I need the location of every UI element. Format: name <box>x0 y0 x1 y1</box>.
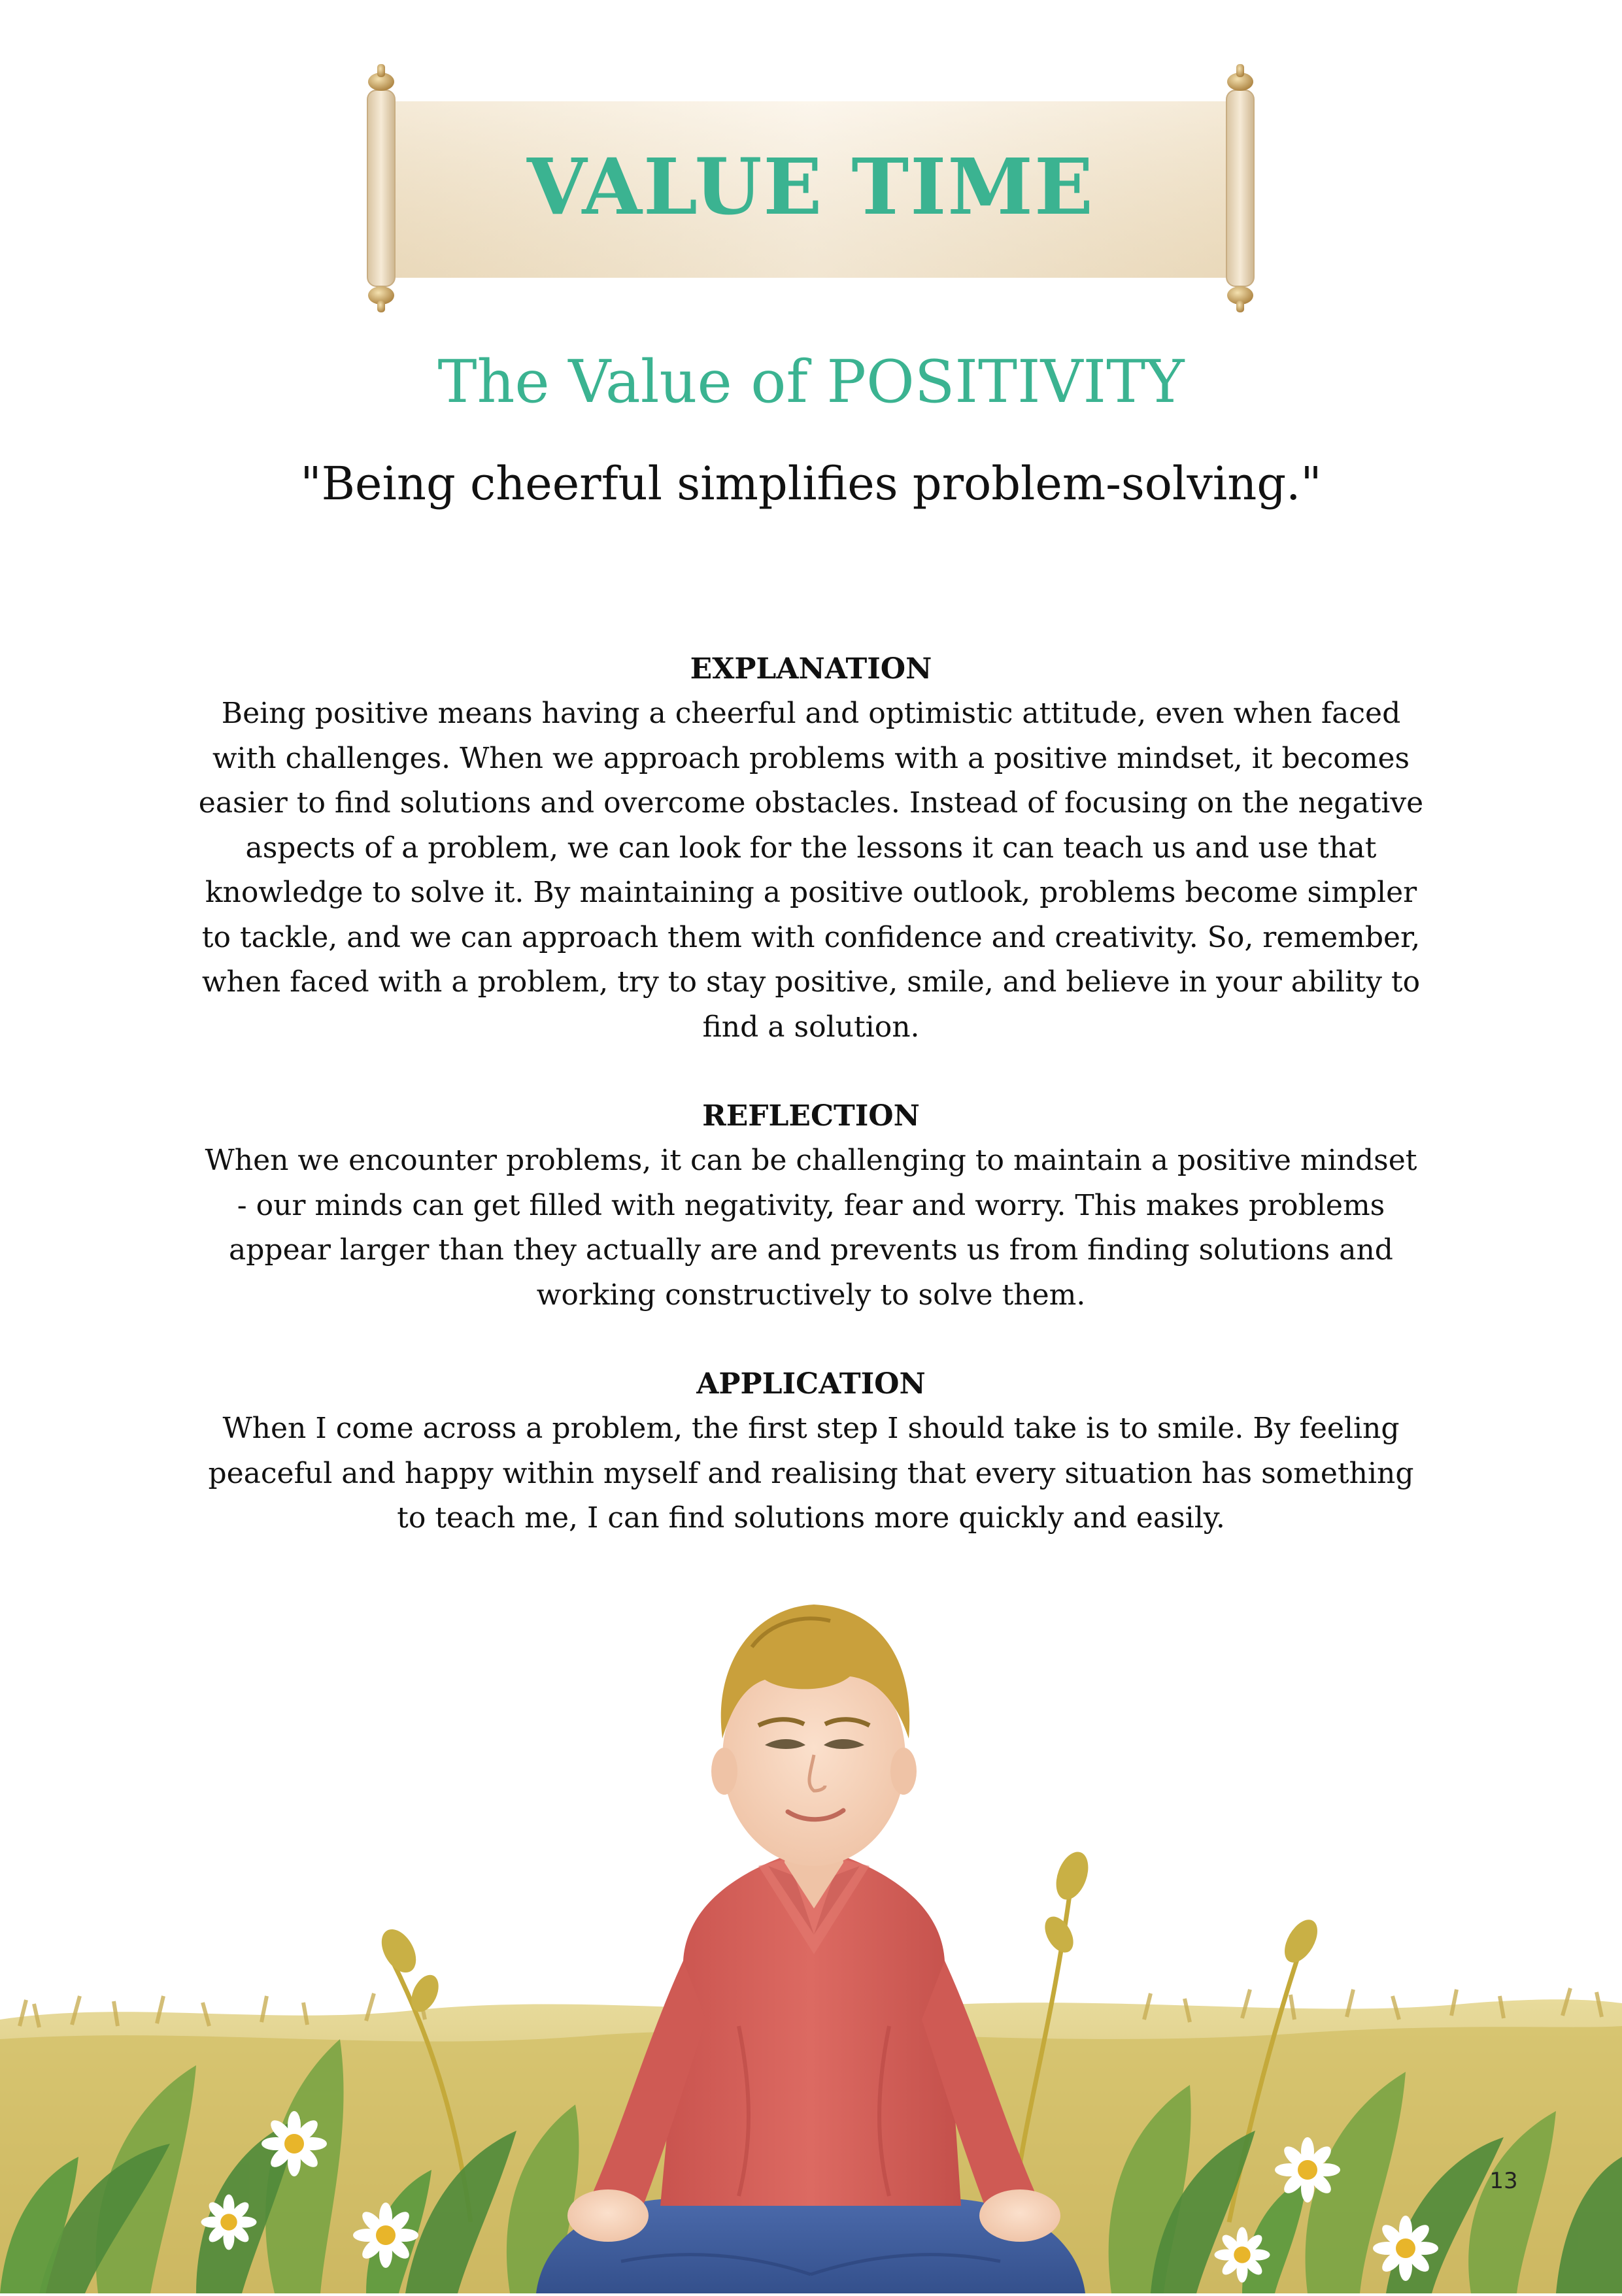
meditating-boy-illustration <box>0 1569 1622 2293</box>
explanation-section <box>196 647 1426 1050</box>
title-banner <box>360 59 1262 314</box>
section-heading-application: APPLICATION <box>696 1367 926 1401</box>
section-body-explanation: Being positive means having a cheerful and optimistic attitude, even when faced with challenges. When we approach problems with a positive mindset, it becomes easier to find solutions and overcome obstacles. Instead of focusing on the negative aspects of a problem, we can look for the lessons it can teach us and use that knowledge to solve it. By maintaining a positive outlook, problems become simpler to tackle, and we can approach them with confidence and creativity. So, remember, when faced with a problem, try to stay positive, smile, and believe in your ability to find a solution. <box>198 697 1424 1044</box>
value-subtitle: The Value of POSITIVITY <box>437 348 1185 416</box>
value-quote: "Being cheerful simplifies problem-solving." <box>300 457 1322 510</box>
section-heading-explanation: EXPLANATION <box>690 652 932 686</box>
section-heading-reflection: REFLECTION <box>702 1099 920 1133</box>
section-body-application: When I come across a problem, the first step I should take is to smile. By feeling peaceful and happy within myself and realising that every situation has something to teach me, I can find solutions more quickly and easily. <box>208 1412 1414 1535</box>
section-body-reflection: When we encounter problems, it can be challenging to maintain a positive mindset - our minds can get filled with negativity, fear and worry. This makes problems appear larger than they actually are and prevents us from finding solutions and working constructively to solve them. <box>205 1144 1417 1312</box>
page-title: VALUE TIME <box>527 141 1094 232</box>
application-section <box>196 1362 1426 1541</box>
content-body <box>196 647 1426 1586</box>
reflection-section <box>196 1094 1426 1318</box>
page-number: 13 <box>1489 2168 1518 2194</box>
